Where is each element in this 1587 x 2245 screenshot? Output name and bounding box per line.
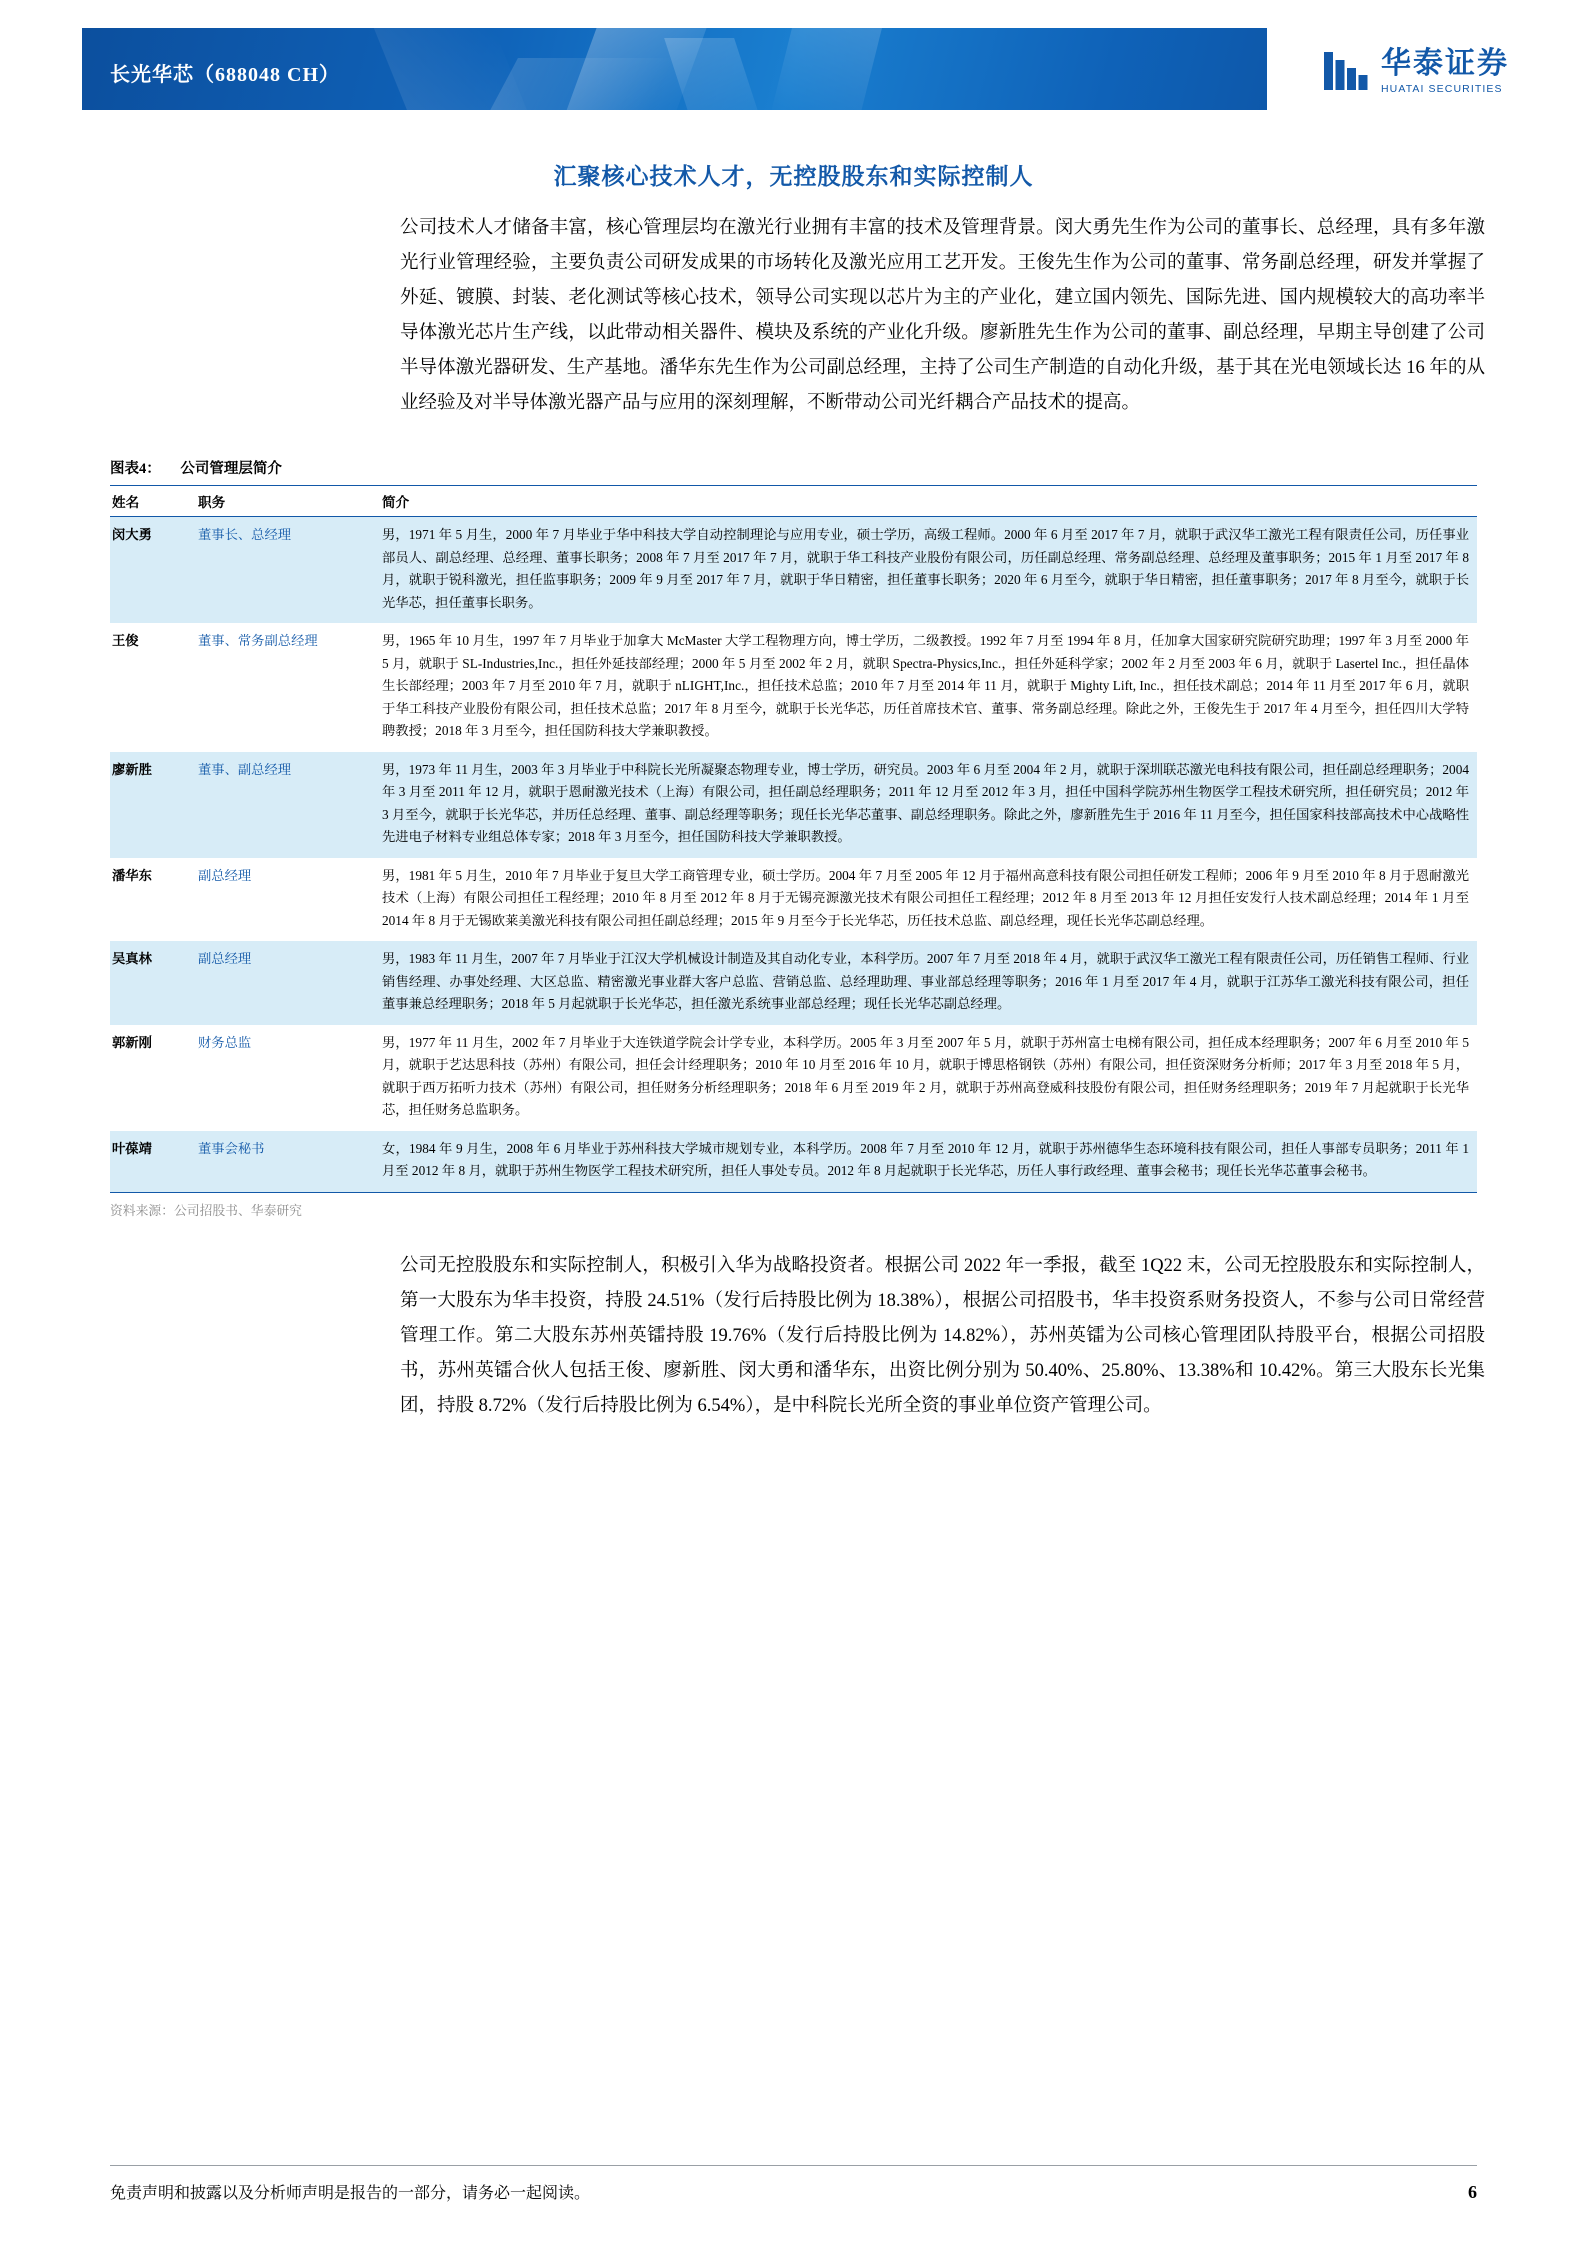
cell-bio: 男，1965 年 10 月生，1997 年 7 月毕业于加拿大 McMaster 大学工程物理方向，博士学历，二级教授。1992 年 7 月至 1994 年 8 月，任加拿大国家研究院研究助理；1997 年 3 月至 2000 年 5 月，就职于 SL-Industries,Inc.，担任外延技部经理；2000 年 5 月至 2002 年 2 月，就职 Spectra-Physics,Inc.，担任外延科学家；2002 年 2 月至 2003 年 6 月，就职于 Lasertel Inc.，担任晶体生长部经理；2003 年 7 月至 2010 年 7 月，就职于 nLIGHT,Inc.，担任技术总监；2010 年 7 月至 2014 年 11 月，就职于 Mighty Lift, Inc.，担任技术副总；2014 年 11 月至 2017 年 6 月，就职于华工科技产业股份有限公司，担任技术总监；2017 年 8 月至今，就职于长光华芯，历任首席技术官、董事、常务副总经理。除此之外，王俊先生于 2017 年 4 月至今，担任四川大学特聘教授；2018 年 3 月至今，担任国防科技大学兼职教授。 <box>382 633 1469 738</box>
page-footer <box>110 2165 1477 2203</box>
cell-name: 叶葆靖 <box>110 1131 196 1192</box>
cell-bio: 男，1981 年 5 月生，2010 年 7 月毕业于复旦大学工商管理专业，硕士学历。2004 年 7 月至 2005 年 12 月于福州高意科技有限公司担任研发工程师；2006 年 9 月至 2010 年 8 月于恩耐激光技术（上海）有限公司担任工程经理；2010 年 8 月至 2012 年 8 月于无锡亮源激光技术有限公司担任工程经理；2012 年 8 月至 2013 年 12 月担任安发行人技术副总经理；2014 年 1 月至 2014 年 8 月于无锡欧莱美激光科技有限公司担任副总经理；2015 年 9 月至今于长光华芯，历任技术总监、副总经理，现任长光华芯副总经理。 <box>382 867 1469 928</box>
cell-bio: 女，1984 年 9 月生，2008 年 6 月毕业于苏州科技大学城市规划专业，本科学历。2008 年 7 月至 2010 年 12 月，就职于苏州德华生态环境科技有限公司，担任人事部专员职务；2011 年 1 月至 2012 年 8 月，就职于苏州生物医学工程技术研究所，担任人事处专员。2012 年 8 月起就职于长光华芯，历任人事行政经理、董事会秘书；现任长光华芯董事会秘书。 <box>380 1131 1477 1192</box>
table-bottom-rule <box>110 1192 1477 1193</box>
cell-bio: 男，1977 年 11 月生，2002 年 7 月毕业于大连铁道学院会计学专业，本科学历。2005 年 3 月至 2007 年 5 月，就职于苏州富士电梯有限公司，担任成本经理职务；2007 年 6 月至 2010 年 5 月，就职于艺达思科技（苏州）有限公司，担任会计经理职务；2010 年 10 月至 2016 年 10 月，就职于博思格钢铁（苏州）有限公司，担任资深财务分析师；2017 年 3 月至 2018 年 5 月，就职于西万拓听力技术（苏州）有限公司，担任财务分析经理职务；2018 年 6 月至 2019 年 2 月，就职于苏州高登威科技股份有限公司，担任财务经理职务；2019 年 7 月起就职于长光华芯，担任财务总监职务。 <box>382 1034 1469 1117</box>
column-header-name: 姓名 <box>110 486 196 517</box>
table-header-row <box>110 486 1477 517</box>
table-body <box>110 517 1477 1192</box>
table-row <box>110 752 1477 858</box>
table-row <box>110 1025 1477 1131</box>
cell-bio: 男，1973 年 11 月生，2003 年 3 月毕业于中科院长光所凝聚态物理专业，博士学历，研究员。2003 年 6 月至 2004 年 2 月，就职于深圳联芯激光电科技有限公司，担任副总经理职务；2004 年 3 月至 2011 年 12 月，就职于恩耐激光技术（上海）有限公司，担任副总经理职务；2011 年 12 月至 2012 年 3 月，担任中国科学院苏州生物医学工程技术研究所，担任研究员；2012 年 3 月至今，就职于长光华芯，并历任总经理、董事、副总经理等职务；现任长光华芯董事、副总经理职务。除此之外，廖新胜先生于 2016 年 11 月至今，担任国家科技部高技术中心战略性先进电子材料专业组总体专家；2018 年 3 月至今，担任国防科技大学兼职教授。 <box>380 752 1477 858</box>
table-row <box>110 517 1477 624</box>
footer-divider <box>110 2165 1477 2166</box>
exhibit-title: 公司管理层简介 <box>180 461 282 477</box>
huatai-logo-icon <box>1323 48 1369 94</box>
page-content <box>0 140 1587 1424</box>
column-header-bio: 简介 <box>380 486 1477 517</box>
cell-name: 廖新胜 <box>110 752 196 858</box>
table-row <box>110 858 1477 942</box>
body-paragraph-2: 公司无控股股东和实际控制人，积极引入华为战略投资者。根据公司 2022 年一季报，截至 1Q22 末，公司无控股股东和实际控制人，第一大股东为华丰投资，持股 24.51%（发行后持股比例为 18.38%），根据公司招股书，华丰投资系财务投资人，不参与公司日常经营管理工作。第二大股东苏州英镭持股 19.76%（发行后持股比例为 14.82%），苏州英镭为公司核心管理团队持股平台，根据公司招股书，苏州英镭合伙人包括王俊、廖新胜、闵大勇和潘华东，出资比例分别为 50.40%、25.80%、13.38%和 10.42%。第三大股东长光集团，持股 8.72%（发行后持股比例为 6.54%），是中科院长光所全资的事业单位资产管理公司。 <box>400 1255 1485 1416</box>
cell-name: 吴真林 <box>110 941 196 1025</box>
exhibit-4 <box>110 457 1477 1219</box>
table-row <box>110 941 1477 1025</box>
exhibit-label: 图表4： <box>110 461 161 477</box>
column-header-title: 职务 <box>196 486 380 517</box>
cell-name: 潘华东 <box>112 867 152 883</box>
cell-bio: 男，1971 年 5 月生，2000 年 7 月毕业于华中科技大学自动控制理论与应用专业，硕士学历，高级工程师。2000 年 6 月至 2017 年 7 月，就职于武汉华工激光工程有限责任公司，历任事业部员人、副总经理、总经理、董事长职务；2008 年 7 月至 2017 年 7 月，就职于华工科技产业股份有限公司，历任副总经理、常务副总经理、总经理及董事职务；2015 年 1 月至 2017 年 8 月，就职于锐科激光，担任监事职务；2009 年 9 月至 2017 年 7 月，就职于华日精密，担任董事长职务；2020 年 6 月至今，就职于华日精密，担任董事职务；2017 年 8 月至今，就职于长光华芯，担任董事长职务。 <box>380 517 1477 624</box>
cell-title: 董事、副总经理 <box>196 752 380 858</box>
brand-text <box>1381 48 1509 95</box>
exhibit-source: 资料来源：公司招股书、华泰研究 <box>110 1203 302 1218</box>
table-row <box>110 623 1477 752</box>
cell-title: 副总经理 <box>198 867 252 883</box>
section-heading: 汇聚核心技术人才，无控股股东和实际控制人 <box>553 164 1034 189</box>
management-table <box>110 485 1477 1192</box>
cell-name: 闵大勇 <box>110 517 196 624</box>
brand-name-cn: 华泰证券 <box>1381 47 1509 80</box>
brand-name-en: HUATAI SECURITIES <box>1381 82 1503 95</box>
table-header <box>110 486 1477 517</box>
footer-disclaimer: 免责声明和披露以及分析师声明是报告的一部分，请务必一起阅读。 <box>110 2185 591 2202</box>
cell-title: 董事、常务副总经理 <box>198 633 318 648</box>
footer-page-number: 6 <box>1468 2182 1477 2202</box>
cell-title: 财务总监 <box>198 1034 252 1050</box>
cell-name: 王俊 <box>112 633 139 648</box>
cell-bio: 男，1983 年 11 月生，2007 年 7 月毕业于江汉大学机械设计制造及其自动化专业，本科学历。2007 年 7 月至 2018 年 4 月，就职于武汉华工激光工程有限责任公司，历任销售工程师、行业销售经理、办事处经理、大区总监、精密激光事业群大客户总监、营销总监、总经理助理、事业部总经理等职务；2016 年 1 月至 2017 年 4 月，就职于江苏华工激光科技有限公司，担任董事兼总经理职务；2018 年 5 月起就职于长光华芯，担任激光系统事业部总经理；现任长光华芯副总经理。 <box>380 941 1477 1025</box>
cell-title: 董事会秘书 <box>196 1131 380 1192</box>
cell-title: 董事长、总经理 <box>196 517 380 624</box>
band-shape-icon <box>770 28 885 110</box>
body-paragraph-1: 公司技术人才储备丰富，核心管理层均在激光行业拥有丰富的技术及管理背景。闵大勇先生作为公司的董事长、总经理，具有多年激光行业管理经验，主要负责公司研发成果的市场转化及激光应用工艺开发。王俊先生作为公司的董事、常务副总经理，研发并掌握了外延、镀膜、封装、老化测试等核心技术，领导公司实现以芯片为主的产业化，建立国内领先、国际先进、国内规模较大的高功率半导体激光芯片生产线，以此带动相关器件、模块及系统的产业化升级。廖新胜先生作为公司的董事、副总经理，早期主导创建了公司半导体激光器研发、生产基地。潘华东先生作为公司副总经理，主持了公司生产制造的自动化升级，基于其在光电领域长达 16 年的从业经验及对半导体激光器产品与应用的深刻理解，不断带动公司光纤耦合产品技术的提高。 <box>400 218 1485 413</box>
stock-ticker-label: 长光华芯（688048 CH） <box>110 64 340 86</box>
table-row <box>110 1131 1477 1192</box>
band-shape-icon <box>374 28 530 110</box>
brand-block <box>1323 48 1509 95</box>
exhibit-caption <box>110 457 1477 478</box>
page-header <box>0 0 1587 140</box>
cell-title: 副总经理 <box>196 941 380 1025</box>
cell-name: 郭新刚 <box>112 1034 152 1050</box>
